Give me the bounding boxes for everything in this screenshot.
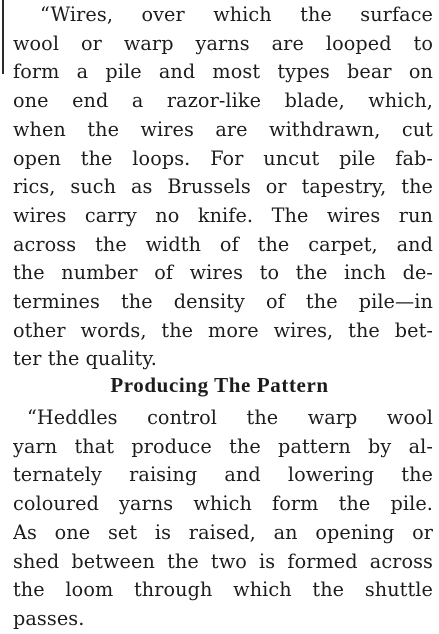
paragraph-wires (13, 1, 433, 374)
text-line: one end a razor-like blade, which, (13, 89, 433, 113)
text-line: yarn that produce the pattern by al- (13, 434, 433, 458)
text-line: As one set is raised, an opening or (13, 520, 433, 544)
text-line: “Wires, over which the surface (40, 3, 433, 26)
text-line: “Heddles control the warp wool (27, 406, 433, 429)
column-edge-rule (2, 0, 4, 74)
text-line: wool or warp yarns are looped to (13, 31, 433, 55)
text-line: passes. (13, 606, 85, 630)
text-line: coloured yarns which form the pile. (13, 492, 433, 516)
text-line: across the width of the carpet, and (13, 232, 433, 256)
text-line: wires carry no knife. The wires run (13, 203, 433, 227)
text-line: open the loops. For uncut pile fab- (13, 146, 433, 170)
text-line: form a pile and most types bear on (13, 60, 433, 84)
text-line: ter the quality. (13, 347, 157, 371)
paragraph-heddles (13, 404, 433, 634)
text-line: when the wires are withdrawn, cut (13, 117, 433, 141)
text-line: the number of wires to the inch de- (13, 261, 433, 285)
text-line: other words, the more wires, the bet- (13, 318, 433, 342)
text-line: termines the density of the pile—in (13, 290, 433, 314)
text-line: the loom through which the shuttle (13, 578, 433, 602)
text-line: shed between the two is formed across (13, 549, 433, 573)
section-heading: Producing The Pattern (110, 373, 329, 397)
text-line: rics, such as Brussels or tapestry, the (13, 175, 433, 199)
text-line: ternately raising and lowering the (13, 463, 433, 487)
